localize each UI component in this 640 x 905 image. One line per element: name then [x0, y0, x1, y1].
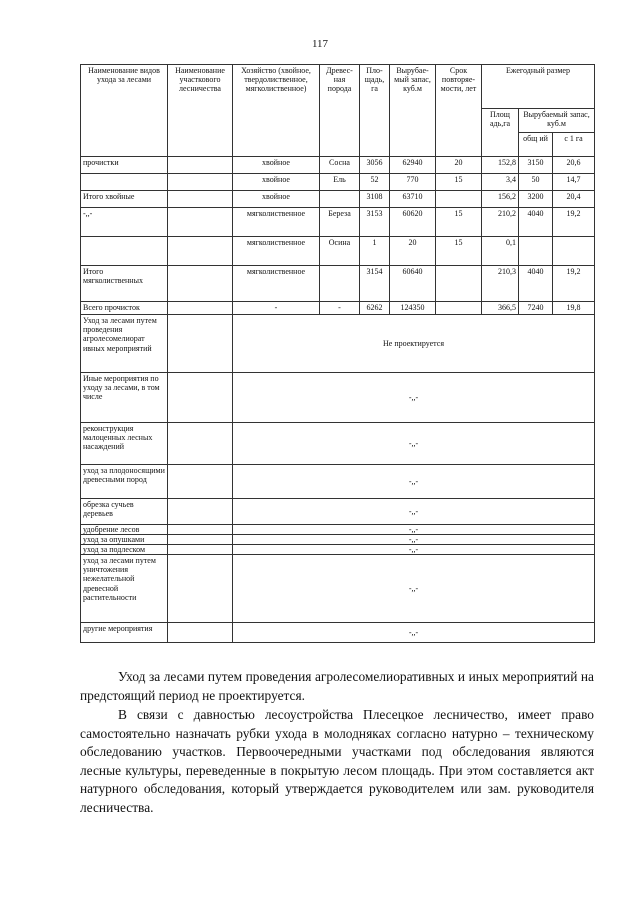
cell-species: -: [320, 302, 360, 315]
cell-note: -,,-: [233, 423, 595, 465]
cell-period: 20: [436, 157, 482, 174]
cell-district: [168, 237, 233, 266]
cell-type: другие мероприятия: [81, 623, 168, 643]
cell-volume: 63710: [390, 191, 436, 208]
cell-period: 15: [436, 174, 482, 191]
cell-note: -,,-: [233, 623, 595, 643]
header-per-ha: с 1 га: [553, 133, 595, 157]
cell-annual-per-ha: 19,8: [553, 302, 595, 315]
table-row: [81, 373, 595, 423]
cell-note: -,,-: [233, 525, 595, 535]
cell-type: реконструкция малоценных лесных насаждений: [81, 423, 168, 465]
cell-annual-area: 210,2: [482, 208, 519, 237]
cell-annual-total: 50: [519, 174, 553, 191]
table-row: [81, 174, 595, 191]
cell-economy: хвойное: [233, 157, 320, 174]
table-row: [81, 237, 595, 266]
cell-annual-total: 3200: [519, 191, 553, 208]
cell-annual-total: 4040: [519, 266, 553, 302]
cell-volume: 20: [390, 237, 436, 266]
cell-annual-total: 4040: [519, 208, 553, 237]
cell-species: [320, 266, 360, 302]
table-row: [81, 499, 595, 525]
cell-economy: мягколиственное: [233, 237, 320, 266]
cell-type: Иные мероприятия по уходу за лесами, в том числе: [81, 373, 168, 423]
cell-area: 3154: [360, 266, 390, 302]
cell-annual-area: 156,2: [482, 191, 519, 208]
cell-period: [436, 302, 482, 315]
header-annual-volume: Вырубаемый запас, куб.м: [519, 109, 595, 133]
cell-note: -,,-: [233, 465, 595, 499]
header-district: Наименование участкового лесничества: [168, 65, 233, 157]
page-number: 117: [311, 38, 329, 50]
cell-type: уход за опушками: [81, 535, 168, 545]
cell-annual-per-ha: 20,4: [553, 191, 595, 208]
cell-period: 15: [436, 237, 482, 266]
cell-annual-per-ha: 14,7: [553, 174, 595, 191]
cell-annual-total: 7240: [519, 302, 553, 315]
cell-note: -,,-: [233, 499, 595, 525]
table-row-not-planned: [81, 315, 595, 373]
cell-species: Береза: [320, 208, 360, 237]
header-area: Пло-щадь, га: [360, 65, 390, 157]
header-species: Древес-ная порода: [320, 65, 360, 157]
table-row: [81, 302, 595, 315]
cell-economy: хвойное: [233, 191, 320, 208]
cell-area: 3153: [360, 208, 390, 237]
paragraph-2: В связи с давностью лесоустройства Плесецкое лесничество, имеет право самостоятельно назначать рубки ухода в молодняках согласно натурно – техническому обследованию участков. Первоочередными участками под обследования являются лесные культуры, переведенные в покрытую лесом площадь. При этом составляется акт натурного обследования, который утверждается руководителем или зам. руководителя лесничества.: [80, 707, 594, 815]
cell-species: Сосна: [320, 157, 360, 174]
cell-volume: 770: [390, 174, 436, 191]
cell-volume: 124350: [390, 302, 436, 315]
cell-type: уход за лесами путем уничтожения нежелательной древесной растительности: [81, 555, 168, 623]
table-row: [81, 623, 595, 643]
header-annual-area: Площ адь,га: [482, 109, 519, 157]
cell-volume: 60620: [390, 208, 436, 237]
cell-district: [168, 208, 233, 237]
table-row: [81, 423, 595, 465]
cell-economy: мягколиственное: [233, 208, 320, 237]
cell-area: 6262: [360, 302, 390, 315]
cell-district: [168, 302, 233, 315]
paragraph-1: Уход за лесами путем проведения агролесомелиоративных и иных мероприятий на предстоящий период не проектируется.: [80, 669, 594, 703]
cell-economy: -: [233, 302, 320, 315]
cell-economy: хвойное: [233, 174, 320, 191]
table-row: [81, 545, 595, 555]
header-type: Наименование видов ухода за лесами: [81, 65, 168, 157]
cell-area: 3056: [360, 157, 390, 174]
cell-annual-area: 0,1: [482, 237, 519, 266]
table-row: [81, 535, 595, 545]
cell-annual-per-ha: 19,2: [553, 208, 595, 237]
cell-type: обрезка сучьев деревьев: [81, 499, 168, 525]
cell-district: [168, 174, 233, 191]
cell-area: 3108: [360, 191, 390, 208]
cell-period: [436, 266, 482, 302]
header-period: Срок повторяе-мости, лет: [436, 65, 482, 157]
header-economy: Хозяйство (хвойное, твердолиственное, мягколиственное): [233, 65, 320, 157]
cell-type: Уход за лесами путем проведения агролесомелиорат ивных мероприятий: [81, 315, 168, 373]
table-row: [81, 555, 595, 623]
cell-type: -,,-: [81, 208, 168, 237]
header-volume: Вырубае-мый запас, куб.м: [390, 65, 436, 157]
header-total: общ ий: [519, 133, 553, 157]
cell-note: -,,-: [233, 555, 595, 623]
cell-note: -,,-: [233, 373, 595, 423]
cell-type: Всего прочисток: [81, 302, 168, 315]
cell-annual-area: 366,5: [482, 302, 519, 315]
cell-note: -,,-: [233, 535, 595, 545]
cell-district: [168, 157, 233, 174]
cell-annual-per-ha: 20,6: [553, 157, 595, 174]
cell-annual-per-ha: 19,2: [553, 266, 595, 302]
cell-type: Итого хвойные: [81, 191, 168, 208]
cell-note: -,,-: [233, 545, 595, 555]
table-row: [81, 465, 595, 499]
cell-type: [81, 237, 168, 266]
cell-district: [168, 191, 233, 208]
cell-type: Итого мягколиственных: [81, 266, 168, 302]
cell-species: [320, 191, 360, 208]
cell-species: Ель: [320, 174, 360, 191]
table-row: [81, 525, 595, 535]
table-row: [81, 208, 595, 237]
cell-type: прочистки: [81, 157, 168, 174]
cell-note: Не проектируется: [233, 315, 595, 373]
cell-annual-total: 3150: [519, 157, 553, 174]
forest-care-table: [80, 64, 595, 643]
cell-period: 15: [436, 208, 482, 237]
cell-annual-total: [519, 237, 553, 266]
cell-type: [81, 174, 168, 191]
cell-annual-area: 152,8: [482, 157, 519, 174]
cell-area: 1: [360, 237, 390, 266]
header-annual: Ежегодный размер: [482, 65, 595, 109]
cell-economy: мягколиственное: [233, 266, 320, 302]
table-row: [81, 266, 595, 302]
cell-annual-area: 210,3: [482, 266, 519, 302]
table-row: [81, 157, 595, 174]
cell-area: 52: [360, 174, 390, 191]
cell-volume: 60640: [390, 266, 436, 302]
cell-annual-per-ha: [553, 237, 595, 266]
cell-district: [168, 266, 233, 302]
cell-type: уход за подлеском: [81, 545, 168, 555]
table-row: [81, 191, 595, 208]
cell-annual-area: 3,4: [482, 174, 519, 191]
cell-type: уход за плодоносящими древесными пород: [81, 465, 168, 499]
cell-type: удобрение лесов: [81, 525, 168, 535]
cell-species: Осина: [320, 237, 360, 266]
cell-period: [436, 191, 482, 208]
cell-volume: 62940: [390, 157, 436, 174]
